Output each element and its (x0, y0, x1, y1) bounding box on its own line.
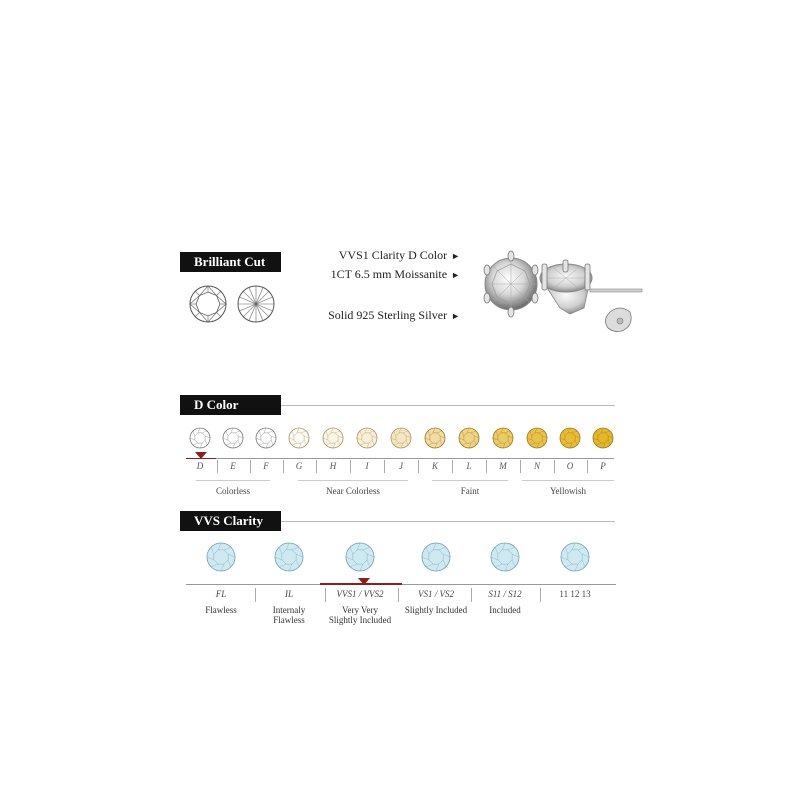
clarity-grade: S11 / S12 (488, 589, 522, 599)
clarity-gem-0 (205, 541, 237, 573)
clarity-gem-3 (420, 541, 452, 573)
color-gem-f (254, 426, 278, 450)
group-near-colorless: Near Colorless (326, 486, 380, 496)
color-gem-l (457, 426, 481, 450)
color-gem-o (558, 426, 582, 450)
clarity-description: Internaly Flawless (272, 605, 306, 625)
group-line-near-colorless (298, 480, 408, 481)
color-grade-l: L (466, 461, 472, 471)
earring-product-image (470, 238, 650, 348)
color-gem-k (423, 426, 447, 450)
brilliant-cut-label: Brilliant Cut (180, 252, 281, 272)
color-gem-j (389, 426, 413, 450)
color-gem-e (221, 426, 245, 450)
color-grade-f: F (263, 461, 269, 471)
color-marker-underline (186, 458, 216, 459)
color-grade-separator (452, 460, 453, 473)
color-section-divider (281, 405, 615, 406)
color-grade-separator (587, 460, 588, 473)
color-grade-i: I (365, 461, 369, 471)
color-grade-p: P (600, 461, 606, 471)
group-yellowish: Yellowish (549, 486, 587, 496)
clarity-gem-4 (489, 541, 521, 573)
diamond-top-view-icon (188, 284, 228, 324)
diamond-pavilion-view-icon (236, 284, 276, 324)
color-grade-separator (283, 460, 284, 473)
color-grade-separator (384, 460, 385, 473)
clarity-grade: 11 12 13 (559, 589, 591, 599)
color-gem-i (355, 426, 379, 450)
color-grade-m: M (499, 461, 507, 471)
color-grade-g: G (295, 461, 303, 471)
clarity-description: Flawless (205, 605, 237, 615)
clarity-gem-5 (559, 541, 591, 573)
clarity-grade: FL (215, 589, 227, 599)
color-gem-p (591, 426, 615, 450)
color-grade-separator (554, 460, 555, 473)
color-grade-separator (217, 460, 218, 473)
group-line-colorless (196, 480, 270, 481)
pointer-right-icon: ► (451, 251, 460, 261)
spec-clarity-color: VVS1 Clarity D Color ► (338, 248, 460, 262)
group-colorless: Colorless (215, 486, 250, 496)
pointer-right-icon: ► (451, 270, 460, 280)
color-grade-separator (486, 460, 487, 473)
color-grade-separator (250, 460, 251, 473)
color-grade-n: N (533, 461, 540, 471)
color-grade-e: E (230, 461, 236, 471)
color-gem-d (188, 426, 212, 450)
clarity-description: Very Very Slightly Included (328, 605, 392, 625)
spec-stone-size: 1CT 6.5 mm Moissanite ► (330, 267, 460, 281)
clarity-grade: IL (284, 589, 293, 599)
color-grade-separator (350, 460, 351, 473)
group-faint: Faint (460, 486, 480, 496)
clarity-marker-icon (358, 578, 370, 588)
color-grade-separator (520, 460, 521, 473)
color-gem-n (525, 426, 549, 450)
group-line-yellowish (522, 480, 614, 481)
clarity-gem-1 (273, 541, 305, 573)
color-grade-j: J (399, 461, 403, 471)
color-grade-separator (316, 460, 317, 473)
clarity-section-label: VVS Clarity (180, 511, 281, 531)
clarity-description: Included (489, 605, 521, 615)
color-grade-k: K (431, 461, 438, 471)
color-grade-d: D (196, 461, 204, 471)
color-gem-m (491, 426, 515, 450)
color-scale-line (186, 458, 614, 459)
group-line-faint (432, 480, 508, 481)
clarity-grade: VS1 / VS2 (418, 589, 454, 599)
color-gem-h (321, 426, 345, 450)
clarity-description: Slightly Included (404, 605, 468, 615)
spec-metal: Solid 925 Sterling Silver ► (328, 308, 460, 322)
color-gem-g (287, 426, 311, 450)
clarity-section-divider (281, 521, 615, 522)
clarity-gem-2 (344, 541, 376, 573)
color-section-label: D Color (180, 395, 281, 415)
color-grade-o: O (566, 461, 574, 471)
pointer-right-icon: ► (451, 311, 460, 321)
color-grade-separator (418, 460, 419, 473)
color-grade-h: H (329, 461, 337, 471)
clarity-grade: VVS1 / VVS2 (336, 589, 384, 599)
